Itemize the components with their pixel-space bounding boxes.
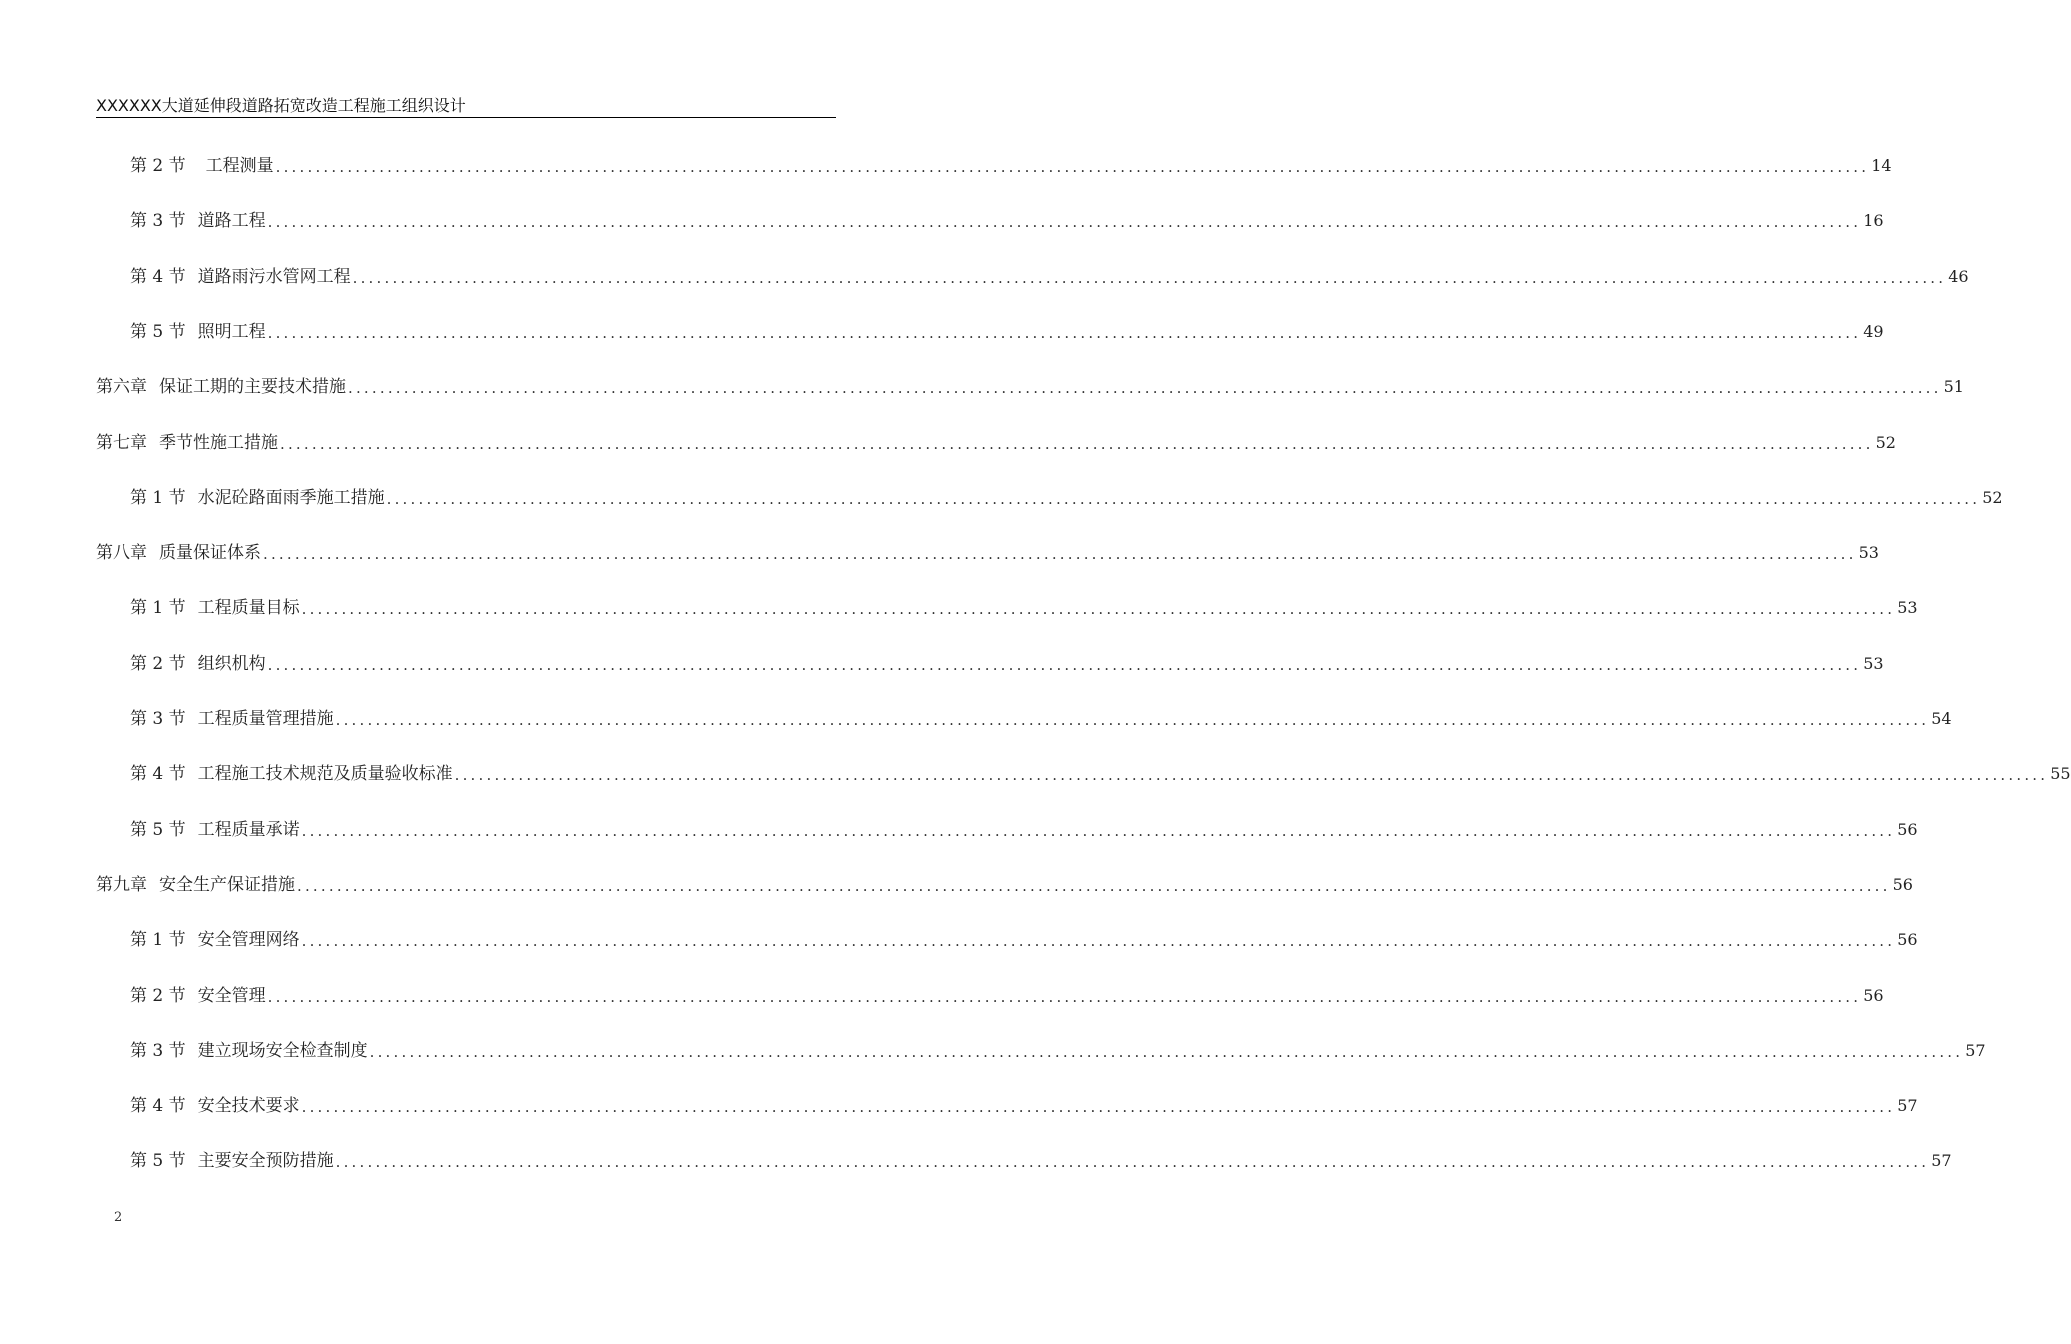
toc-dot-leader: ........................................................................................................................................................................................................ — [267, 213, 1862, 231]
toc-entry-spacer — [186, 1149, 198, 1173]
toc-entry-number: 第 4 节 — [130, 267, 186, 287]
toc-dot-leader: ........................................................................................................................................................................................................ — [301, 600, 1896, 618]
toc-entry-spacer — [186, 265, 198, 289]
toc-entry-label — [130, 928, 300, 952]
toc-entry-label — [130, 707, 334, 731]
toc-entry-number: 第八章 — [96, 543, 147, 563]
toc-entry[interactable] — [130, 486, 2003, 510]
toc-entry-number: 第 1 节 — [130, 930, 186, 950]
toc-entry-title: 建立现场安全检查制度 — [197, 1041, 368, 1061]
toc-entry-title: 工程质量管理措施 — [197, 709, 334, 729]
toc-dot-leader: ........................................................................................................................................................................................................ — [280, 435, 1874, 453]
toc-entry-number: 第七章 — [96, 433, 147, 453]
page-number: 2 — [114, 1210, 123, 1225]
toc-entry-page: 52 — [1982, 488, 2003, 507]
toc-entry-label — [130, 1094, 300, 1118]
toc-entry-label — [130, 320, 266, 344]
toc-entry-label — [96, 431, 278, 455]
toc-entry-title: 安全生产保证措施 — [159, 875, 295, 895]
toc-entry-title: 道路雨污水管网工程 — [197, 267, 351, 287]
toc-entry-label — [130, 818, 300, 842]
toc-entry-page: 46 — [1948, 267, 1969, 286]
toc-entry-spacer — [186, 652, 198, 676]
toc-dot-leader: ........................................................................................................................................................................................................ — [335, 1153, 1930, 1171]
toc-entry-number: 第 2 节 — [130, 654, 186, 674]
toc-dot-leader: ........................................................................................................................................................................................................ — [267, 988, 1862, 1006]
toc-entry-spacer — [186, 596, 198, 620]
toc-entry-number: 第 3 节 — [130, 211, 186, 231]
toc-entry[interactable] — [130, 818, 1918, 842]
toc-entry-label — [130, 762, 453, 786]
toc-entry-label — [130, 1149, 334, 1173]
toc-entry-label — [130, 1039, 368, 1063]
toc-entry-number: 第 3 节 — [130, 709, 186, 729]
toc-entry-label — [130, 209, 266, 233]
toc-entry-number: 第九章 — [96, 875, 147, 895]
toc-entry[interactable] — [96, 375, 1964, 399]
toc-entry-page: 57 — [1965, 1041, 1986, 1060]
toc-entry-title: 季节性施工措施 — [159, 433, 278, 453]
toc-entry-spacer — [186, 984, 198, 1008]
toc-entry[interactable] — [130, 596, 1918, 620]
toc-entry-number: 第 2 节 — [130, 986, 186, 1006]
toc-entry-title: 工程质量目标 — [197, 598, 300, 618]
toc-entry-page: 52 — [1875, 433, 1896, 452]
toc-entry-title: 工程质量承诺 — [197, 820, 300, 840]
toc-entry-title: 安全技术要求 — [197, 1096, 300, 1116]
toc-entry-spacer — [147, 375, 159, 399]
toc-entry-number: 第 1 节 — [130, 488, 186, 508]
toc-entry-title: 保证工期的主要技术措施 — [159, 377, 346, 397]
toc-entry-number: 第 5 节 — [130, 820, 186, 840]
toc-entry[interactable] — [130, 265, 1969, 289]
toc-entry-title: 水泥砼路面雨季施工措施 — [197, 488, 385, 508]
toc-entry[interactable] — [130, 154, 1892, 178]
toc-entry[interactable] — [130, 1094, 1918, 1118]
toc-entry-number: 第 4 节 — [130, 1096, 186, 1116]
toc-entry-label — [130, 596, 300, 620]
toc-entry-title: 主要安全预防措施 — [197, 1151, 334, 1171]
toc-entry-spacer — [186, 928, 198, 952]
toc-entry-page: 14 — [1871, 156, 1892, 175]
toc-entry[interactable] — [130, 928, 1918, 952]
toc-entry-title: 组织机构 — [197, 654, 266, 674]
toc-entry[interactable] — [130, 762, 2071, 786]
toc-entry-spacer — [147, 873, 159, 897]
toc-entry-label — [130, 984, 266, 1008]
page-header — [96, 96, 836, 118]
toc-entry-label — [96, 873, 295, 897]
toc-dot-leader: ........................................................................................................................................................................................................ — [301, 1098, 1896, 1116]
toc-entry-page: 53 — [1858, 543, 1879, 562]
toc-entry-spacer — [186, 320, 198, 344]
toc-entry-title: 工程施工技术规范及质量验收标准 — [197, 764, 453, 784]
toc-entry-spacer — [186, 707, 198, 731]
toc-entry[interactable] — [130, 209, 1884, 233]
toc-entry-page: 16 — [1863, 211, 1884, 230]
toc-entry[interactable] — [96, 873, 1913, 897]
toc-entry-label — [130, 486, 385, 510]
toc-entry-spacer — [186, 762, 198, 786]
toc-entry-number: 第 5 节 — [130, 1151, 186, 1171]
toc-entry-label — [130, 652, 266, 676]
toc-dot-leader: ........................................................................................................................................................................................................ — [352, 269, 1947, 287]
toc-entry-title: 照明工程 — [197, 322, 266, 342]
toc-entry-number: 第六章 — [96, 377, 147, 397]
toc-entry-number: 第 3 节 — [130, 1041, 186, 1061]
toc-entry-title: 安全管理 — [197, 986, 266, 1006]
toc-entry-label — [130, 154, 274, 178]
toc-dot-leader: ........................................................................................................................................................................................................ — [275, 158, 1870, 176]
toc-dot-leader: ........................................................................................................................................................................................................ — [369, 1043, 1964, 1061]
toc-entry-spacer — [186, 154, 206, 178]
toc-entry[interactable] — [130, 320, 1884, 344]
toc-entry[interactable] — [130, 1149, 1952, 1173]
toc-entry-number: 第 5 节 — [130, 322, 186, 342]
toc-dot-leader: ........................................................................................................................................................................................................ — [267, 324, 1862, 342]
toc-entry-title: 质量保证体系 — [159, 543, 261, 563]
toc-entry-label — [96, 541, 261, 565]
toc-entry-number: 第 2 节 — [130, 156, 186, 176]
toc-dot-leader: ........................................................................................................................................................................................................ — [301, 822, 1896, 840]
toc-dot-leader: ........................................................................................................................................................................................................ — [297, 877, 1891, 895]
toc-entry-spacer — [186, 1094, 198, 1118]
toc-entry-page: 54 — [1931, 709, 1952, 728]
toc-entry-page: 56 — [1897, 930, 1918, 949]
toc-entry-page: 57 — [1897, 1096, 1918, 1115]
toc-entry[interactable] — [130, 652, 1884, 676]
toc-entry-page: 55 — [2050, 764, 2071, 783]
toc-entry-label — [130, 265, 351, 289]
toc-dot-leader: ........................................................................................................................................................................................................ — [267, 656, 1862, 674]
toc-entry-title: 工程测量 — [205, 156, 274, 176]
toc-entry-spacer — [147, 431, 159, 455]
toc-entry[interactable] — [96, 431, 1896, 455]
toc-entry[interactable] — [130, 1039, 1986, 1063]
document-title: XXXXXX大道延伸段道路拓宽改造工程施工组织设计 — [96, 96, 466, 115]
toc-entry[interactable] — [130, 707, 1952, 731]
toc-entry-spacer — [186, 818, 198, 842]
toc-entry[interactable] — [96, 541, 1879, 565]
toc-entry-spacer — [147, 541, 159, 565]
toc-entry-title: 道路工程 — [197, 211, 266, 231]
toc-entry[interactable] — [130, 984, 1884, 1008]
toc-dot-leader: ........................................................................................................................................................................................................ — [301, 932, 1896, 950]
toc-entry-spacer — [186, 209, 198, 233]
toc-dot-leader: ........................................................................................................................................................................................................ — [335, 711, 1930, 729]
toc-dot-leader: ........................................................................................................................................................................................................ — [263, 545, 1857, 563]
toc-entry-spacer — [186, 486, 198, 510]
toc-entry-number: 第 4 节 — [130, 764, 186, 784]
toc-entry-spacer — [186, 1039, 198, 1063]
toc-entry-page: 56 — [1892, 875, 1913, 894]
toc-dot-leader: ........................................................................................................................................................................................................ — [386, 490, 1981, 508]
toc-dot-leader: ........................................................................................................................................................................................................ — [454, 766, 2049, 784]
toc-entry-page: 57 — [1931, 1151, 1952, 1170]
toc-entry-number: 第 1 节 — [130, 598, 186, 618]
toc-entry-page: 49 — [1863, 322, 1884, 341]
toc-entry-label — [96, 375, 346, 399]
toc-entry-page: 53 — [1897, 598, 1918, 617]
toc-entry-page: 56 — [1897, 820, 1918, 839]
toc-entry-page: 53 — [1863, 654, 1884, 673]
toc-entry-page: 51 — [1943, 377, 1964, 396]
toc-entry-page: 56 — [1863, 986, 1884, 1005]
toc-dot-leader: ........................................................................................................................................................................................................ — [348, 379, 1942, 397]
toc-entry-title: 安全管理网络 — [197, 930, 300, 950]
